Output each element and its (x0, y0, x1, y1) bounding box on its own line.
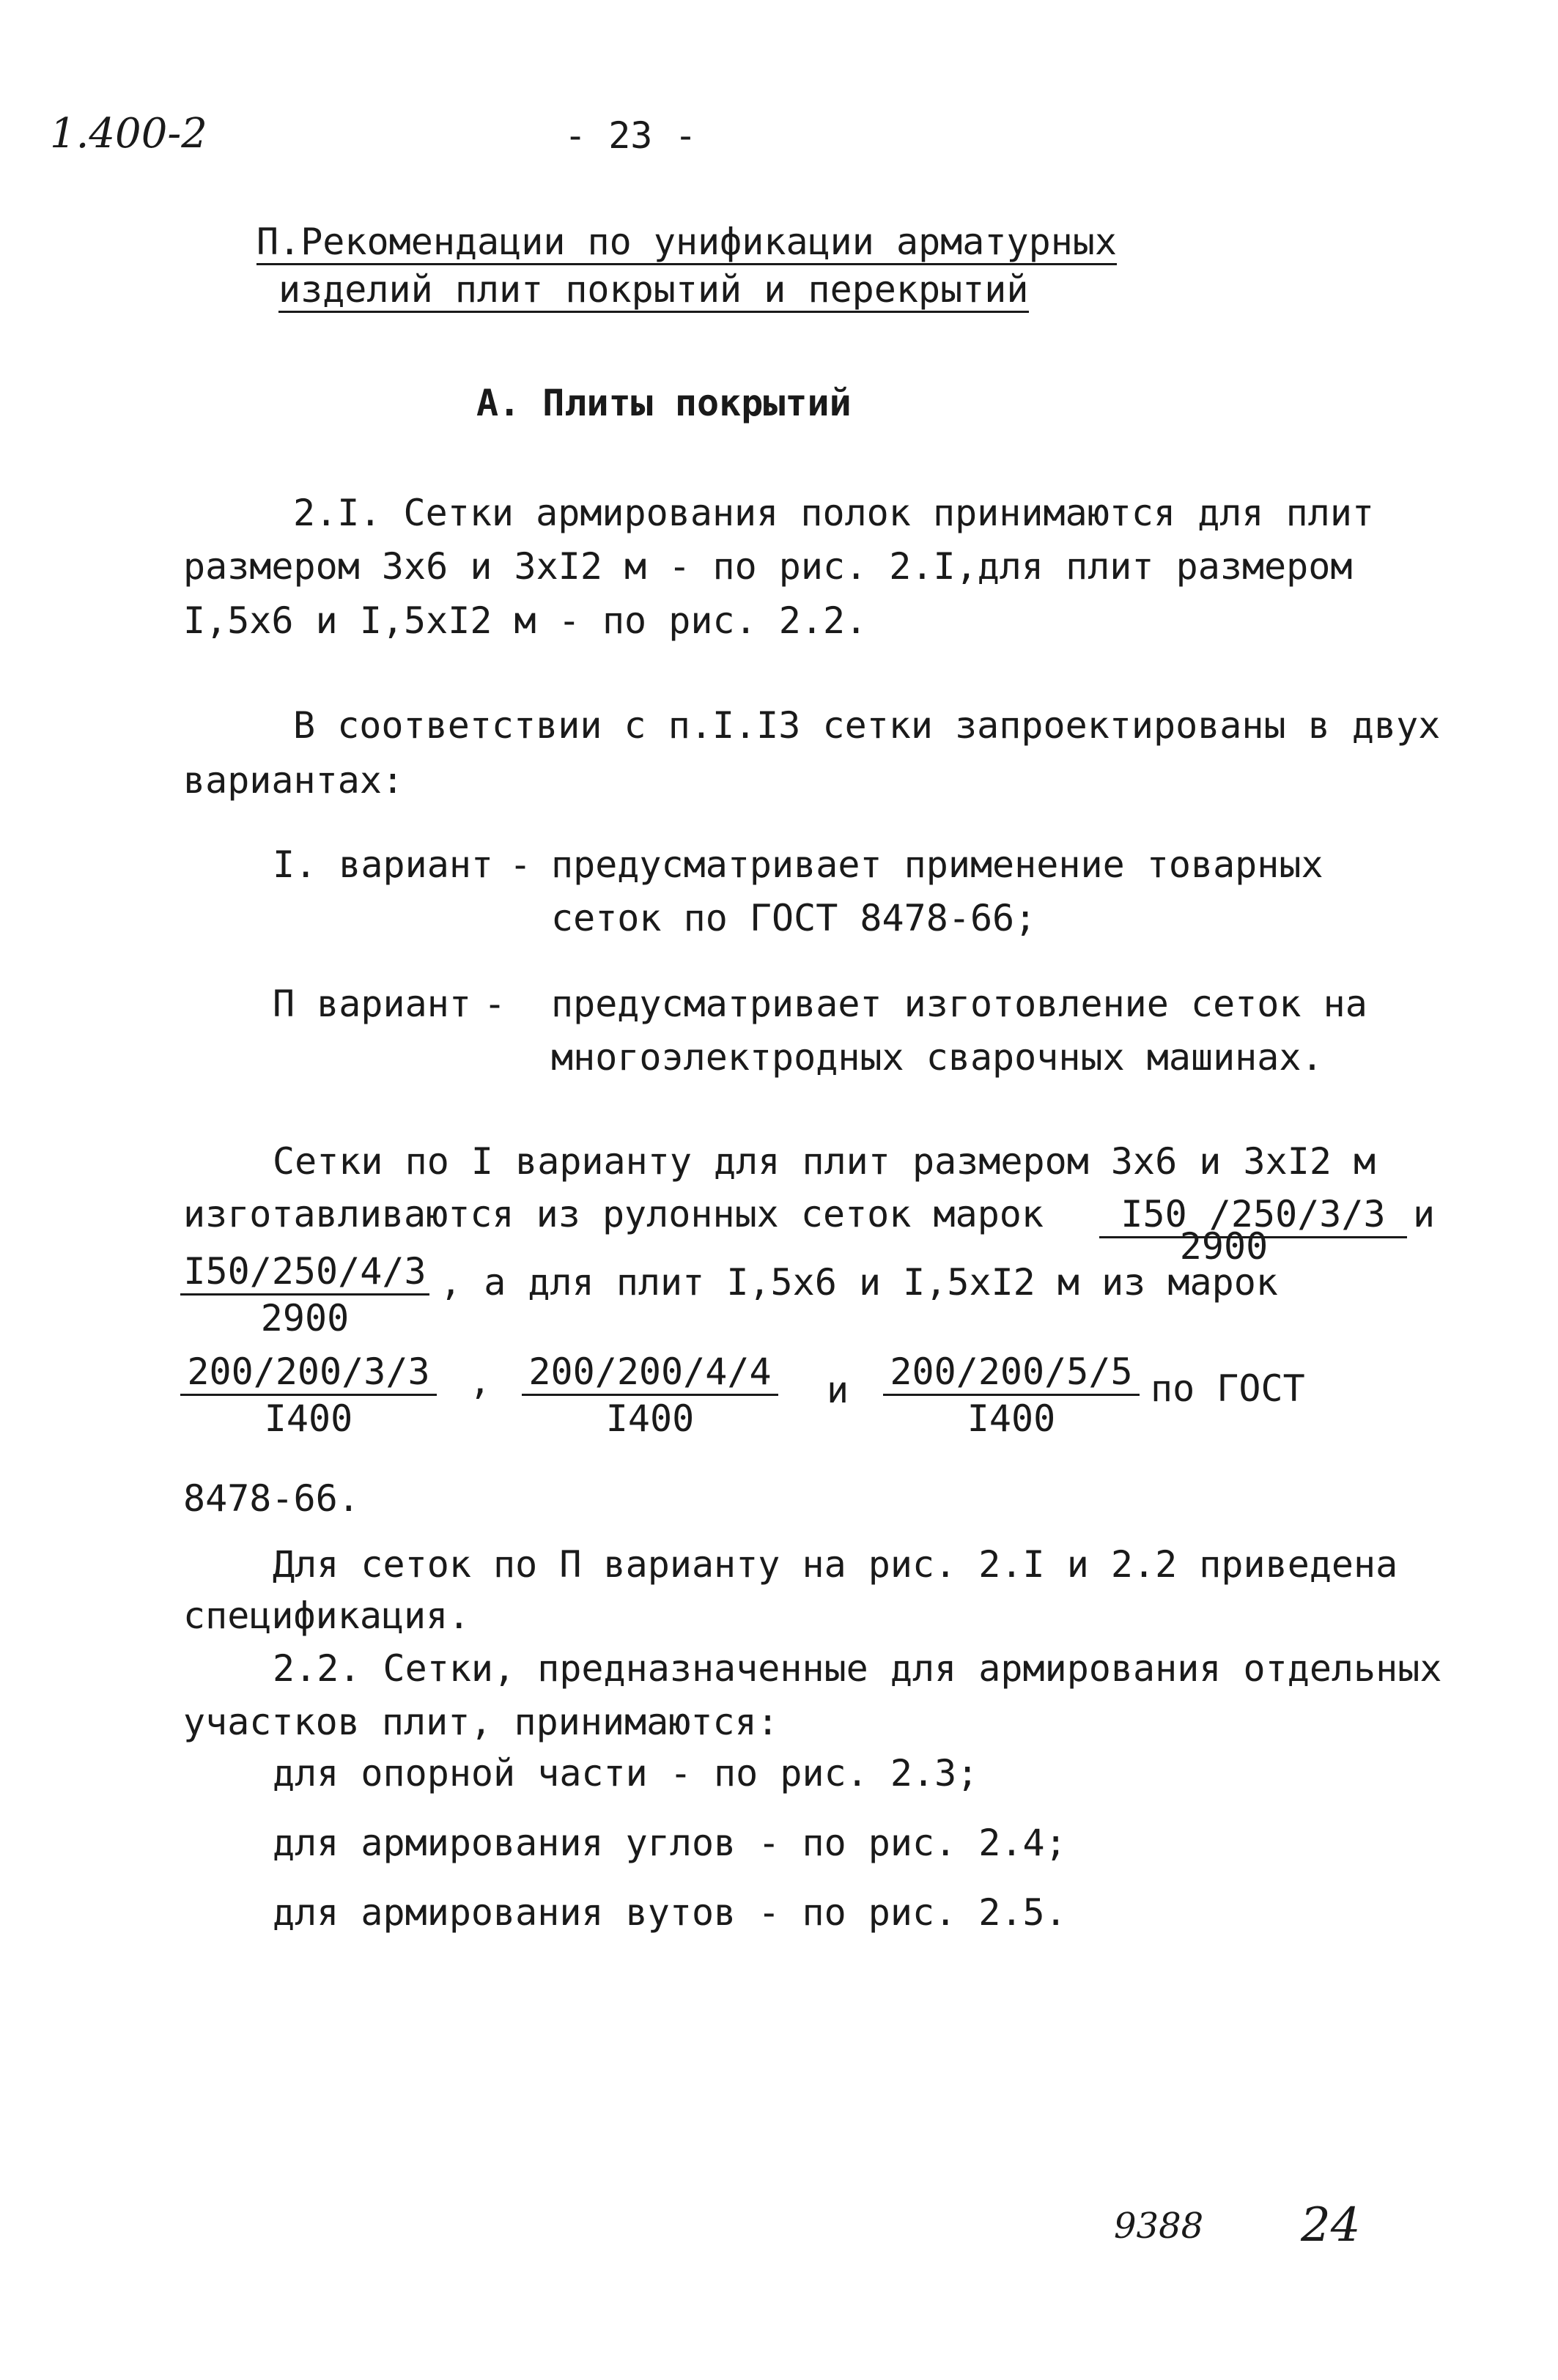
fraction-numerator: 200/200/5/5 (883, 1352, 1140, 1396)
meshes-line-2: изготавливаются из рулонных сеток марок (183, 1193, 1044, 1235)
mesh-mark-fraction-2 (180, 1252, 429, 1339)
meshes-line-1: Сетки по I варианту для плит размером 3х6 и 3хI2 м (273, 1140, 1376, 1183)
mesh-mark-fraction-1 (1099, 1193, 1407, 1268)
fraction-numerator: I50/250/4/3 (180, 1252, 429, 1296)
fraction-denominator: I400 (264, 1397, 353, 1440)
page-number: - 23 - (564, 114, 697, 157)
variant-1-line-2: сеток по ГОСТ 8478-66; (551, 897, 1037, 939)
meshes-line-3: , а для плит I,5х6 и I,5хI2 м из марок (440, 1261, 1278, 1304)
mesh-mark-fraction-3 (180, 1352, 437, 1439)
sheet-number: 24 (1301, 2198, 1361, 2252)
and-word-2: и (827, 1369, 849, 1411)
para-2-1-line-3: I,5х6 и I,5хI2 м - по рис. 2.2. (183, 599, 868, 642)
fraction-denominator: 2900 (260, 1297, 350, 1339)
list-item-haunches: для армирования вутов - по рис. 2.5. (273, 1891, 1067, 1934)
spec-line-2: спецификация. (183, 1594, 470, 1637)
variant-2-line-1: предусматривает изготовление сеток на (551, 983, 1367, 1025)
section-a-heading: А. Плиты покрытий (476, 382, 852, 424)
mesh-mark-fraction-4 (522, 1352, 778, 1439)
spec-line-1: Для сеток по П варианту на рис. 2.I и 2.2 приведена (273, 1543, 1398, 1586)
para-variants-line-2: вариантах: (183, 759, 405, 802)
fraction-denominator: I400 (605, 1397, 695, 1440)
meshes-line-5: 8478-66. (183, 1477, 360, 1520)
list-item-support: для опорной части - по рис. 2.3; (273, 1752, 979, 1795)
fraction-denominator: 2900 (1179, 1225, 1269, 1268)
variant-1-dash: - (509, 843, 532, 886)
variant-2-label: П вариант (273, 983, 471, 1025)
variant-2-dash: - (484, 983, 506, 1025)
title-line-2: изделий плит покрытий и перекрытий (278, 271, 1029, 313)
fraction-numerator: I50 /250/3/3 (1099, 1194, 1407, 1238)
comma: , (469, 1360, 492, 1402)
archive-number: 9388 (1114, 2206, 1204, 2247)
para-variants-line-1: В соответствии с п.I.I3 сетки запроектированы в двух (293, 704, 1441, 747)
fraction-numerator: 200/200/4/4 (522, 1352, 778, 1396)
document-code: 1.400-2 (50, 110, 207, 158)
and-word-1: и (1413, 1193, 1436, 1235)
list-item-corners: для армирования углов - по рис. 2.4; (273, 1822, 1067, 1864)
variant-1-line-1: предусматривает применение товарных (551, 843, 1323, 886)
fraction-denominator: I400 (967, 1397, 1056, 1440)
para-2-2-line-1: 2.2. Сетки, предназначенные для армирования отдельных (273, 1647, 1442, 1690)
variant-2-line-2: многоэлектродных сварочных машинах. (551, 1036, 1323, 1079)
para-2-2-line-2: участков плит, принимаются: (183, 1701, 779, 1743)
para-2-1-line-2: размером 3х6 и 3хI2 м - по рис. 2.I,для плит размером (183, 545, 1353, 588)
variant-1-label: I. вариант (273, 843, 494, 886)
mesh-mark-fraction-5 (883, 1352, 1140, 1439)
gost-reference: по ГОСТ (1151, 1367, 1305, 1410)
fraction-numerator: 200/200/3/3 (180, 1352, 437, 1396)
para-2-1-line-1: 2.I. Сетки армирования полок принимаются для плит (293, 492, 1375, 534)
title-line-1: П.Рекомендации по унификации арматурных (256, 223, 1117, 265)
